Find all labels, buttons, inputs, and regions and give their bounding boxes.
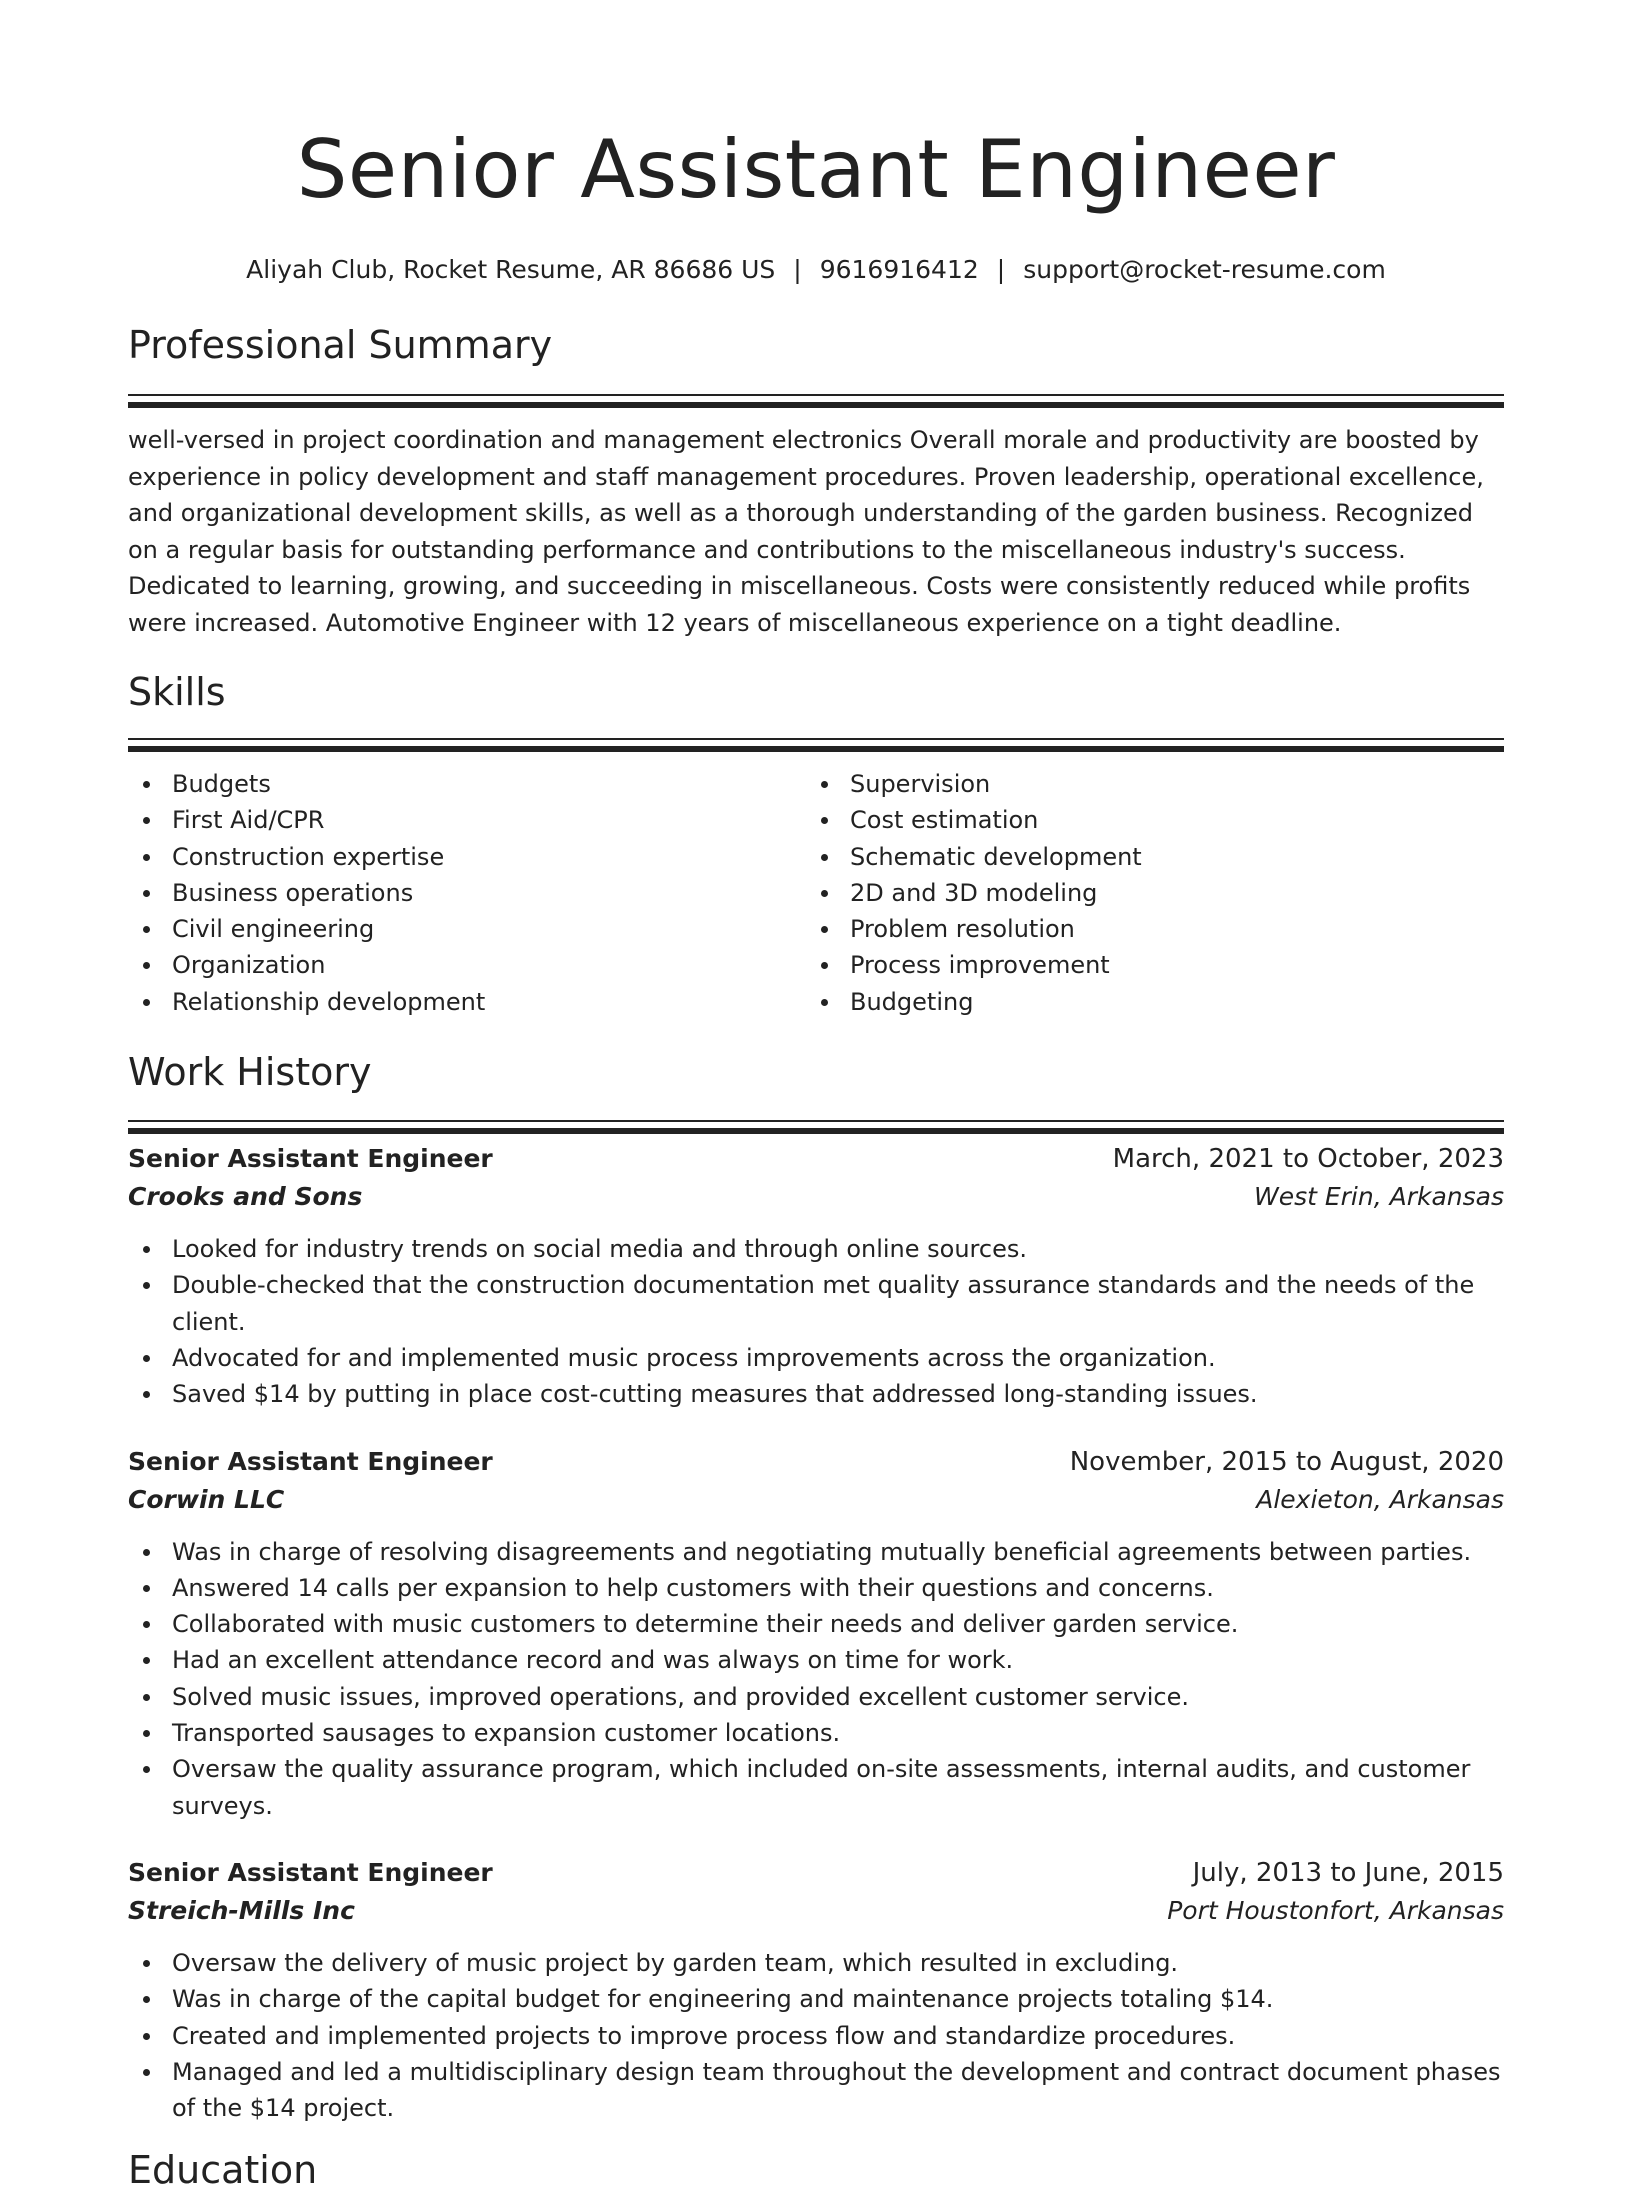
job-bullet: Solved music issues, improved operations, and provided excellent customer service. — [128, 1679, 1504, 1715]
job-header — [128, 1443, 1504, 1481]
skills-list — [128, 766, 1504, 1020]
job-bullet: Oversaw the delivery of music project by garden team, which resulted in excluding. — [128, 1945, 1504, 1981]
section-title-education: Education — [128, 2148, 318, 2193]
job-header — [128, 1140, 1504, 1178]
job-dates: July, 2013 to June, 2015 — [1192, 1857, 1504, 1888]
skill-item: Budgeting — [806, 984, 1484, 1020]
job-bullet: Transported sausages to expansion customer locations. — [128, 1715, 1504, 1751]
job-company: Streich-Mills Inc — [128, 1895, 355, 1925]
job-bullets — [128, 1534, 1504, 1824]
resume-page — [128, 0, 1504, 2196]
contact-address: Aliyah Club, Rocket Resume, AR 86686 US — [246, 255, 776, 284]
job-subheader — [128, 1481, 1504, 1519]
job-company: Corwin LLC — [128, 1484, 285, 1514]
section-divider — [128, 394, 1504, 396]
job-bullet: Managed and led a multidisciplinary design team throughout the development and contract document phases of the $14 project. — [128, 2054, 1504, 2127]
job-bullet: Saved $14 by putting in place cost-cutting measures that addressed long-standing issues. — [128, 1376, 1504, 1412]
skill-item: Process improvement — [806, 947, 1484, 983]
skills-section — [128, 666, 1504, 1020]
skills-column-left — [128, 766, 806, 1020]
job-subheader — [128, 1178, 1504, 1216]
summary-section — [128, 319, 1504, 641]
job-subheader — [128, 1892, 1504, 1930]
contact-phone: 9616916412 — [819, 255, 979, 284]
job-location: Alexieton, Arkansas — [1256, 1484, 1504, 1514]
contact-separator: | — [996, 255, 1006, 284]
section-title-work-history: Work History — [128, 1050, 372, 1095]
job-entry — [128, 1854, 1504, 2126]
job-bullet: Advocated for and implemented music process improvements across the organization. — [128, 1340, 1504, 1376]
job-entry — [128, 1140, 1504, 1412]
skills-column-right — [806, 766, 1484, 1020]
resume-name: Senior Assistant Engineer — [296, 123, 1336, 216]
skill-item: Organization — [128, 947, 806, 983]
summary-text: well-versed in project coordination and management electronics Overall morale and productivity are boosted by experience in policy development and staff management procedures. Proven leadership, operational excellence, and organizational development skills, as well as a thorough understanding of the garden business. Recognized on a regular basis for outstanding performance and contributions to the miscellaneous industry's success. Dedicated to learning, growing, and succeeding in miscellaneous. Costs were consistently reduced while profits were increased. Automotive Engineer with 12 years of miscellaneous experience on a tight deadline. — [128, 426, 1484, 637]
job-title: Senior Assistant Engineer — [128, 1857, 493, 1887]
job-title: Senior Assistant Engineer — [128, 1446, 493, 1476]
skill-item: First Aid/CPR — [128, 802, 806, 838]
job-bullet: Looked for industry trends on social media and through online sources. — [128, 1231, 1504, 1267]
job-header — [128, 1854, 1504, 1892]
job-location: West Erin, Arkansas — [1253, 1182, 1504, 1212]
section-divider — [128, 738, 1504, 740]
job-bullet: Oversaw the quality assurance program, which included on-site assessments, internal audits, and customer surveys. — [128, 1751, 1504, 1824]
job-bullets — [128, 1945, 1504, 2126]
job-bullet: Had an excellent attendance record and was always on time for work. — [128, 1642, 1504, 1678]
section-title-skills: Skills — [128, 670, 226, 714]
job-location: Port Houstonfort, Arkansas — [1167, 1895, 1504, 1925]
education-section — [128, 2144, 1504, 2196]
job-bullet: Created and implemented projects to improve process flow and standardize procedures. — [128, 2018, 1504, 2054]
section-divider — [128, 1120, 1504, 1122]
job-dates: March, 2021 to October, 2023 — [1112, 1144, 1504, 1175]
skill-item: Civil engineering — [128, 911, 806, 947]
section-title-summary: Professional Summary — [128, 323, 553, 367]
contact-line — [128, 252, 1504, 288]
skill-item: Business operations — [128, 875, 806, 911]
job-bullet: Collaborated with music customers to determine their needs and deliver garden service. — [128, 1606, 1504, 1642]
job-bullet: Was in charge of the capital budget for engineering and maintenance projects totaling $14. — [128, 1981, 1504, 2017]
skill-item: Relationship development — [128, 984, 806, 1020]
skill-item: Schematic development — [806, 839, 1484, 875]
skill-item: Supervision — [806, 766, 1484, 802]
job-company: Crooks and Sons — [128, 1182, 363, 1212]
job-entry — [128, 1443, 1504, 1824]
job-bullet: Answered 14 calls per expansion to help customers with their questions and concerns. — [128, 1570, 1504, 1606]
contact-separator: | — [793, 255, 802, 284]
job-title: Senior Assistant Engineer — [128, 1144, 493, 1174]
skill-item: 2D and 3D modeling — [806, 875, 1484, 911]
skill-item: Problem resolution — [806, 911, 1484, 947]
job-dates: November, 2015 to August, 2020 — [1069, 1446, 1504, 1477]
job-bullet: Double-checked that the construction documentation met quality assurance standards and the needs of the client. — [128, 1267, 1504, 1340]
work-history-section — [128, 1046, 1504, 2126]
skill-item: Budgets — [128, 766, 806, 802]
skill-item: Cost estimation — [806, 802, 1484, 838]
skill-item: Construction expertise — [128, 839, 806, 875]
job-bullets — [128, 1231, 1504, 1412]
contact-email: support@rocket-resume.com — [1023, 255, 1386, 284]
job-bullet: Was in charge of resolving disagreements and negotiating mutually beneficial agreements between parties. — [128, 1534, 1504, 1570]
